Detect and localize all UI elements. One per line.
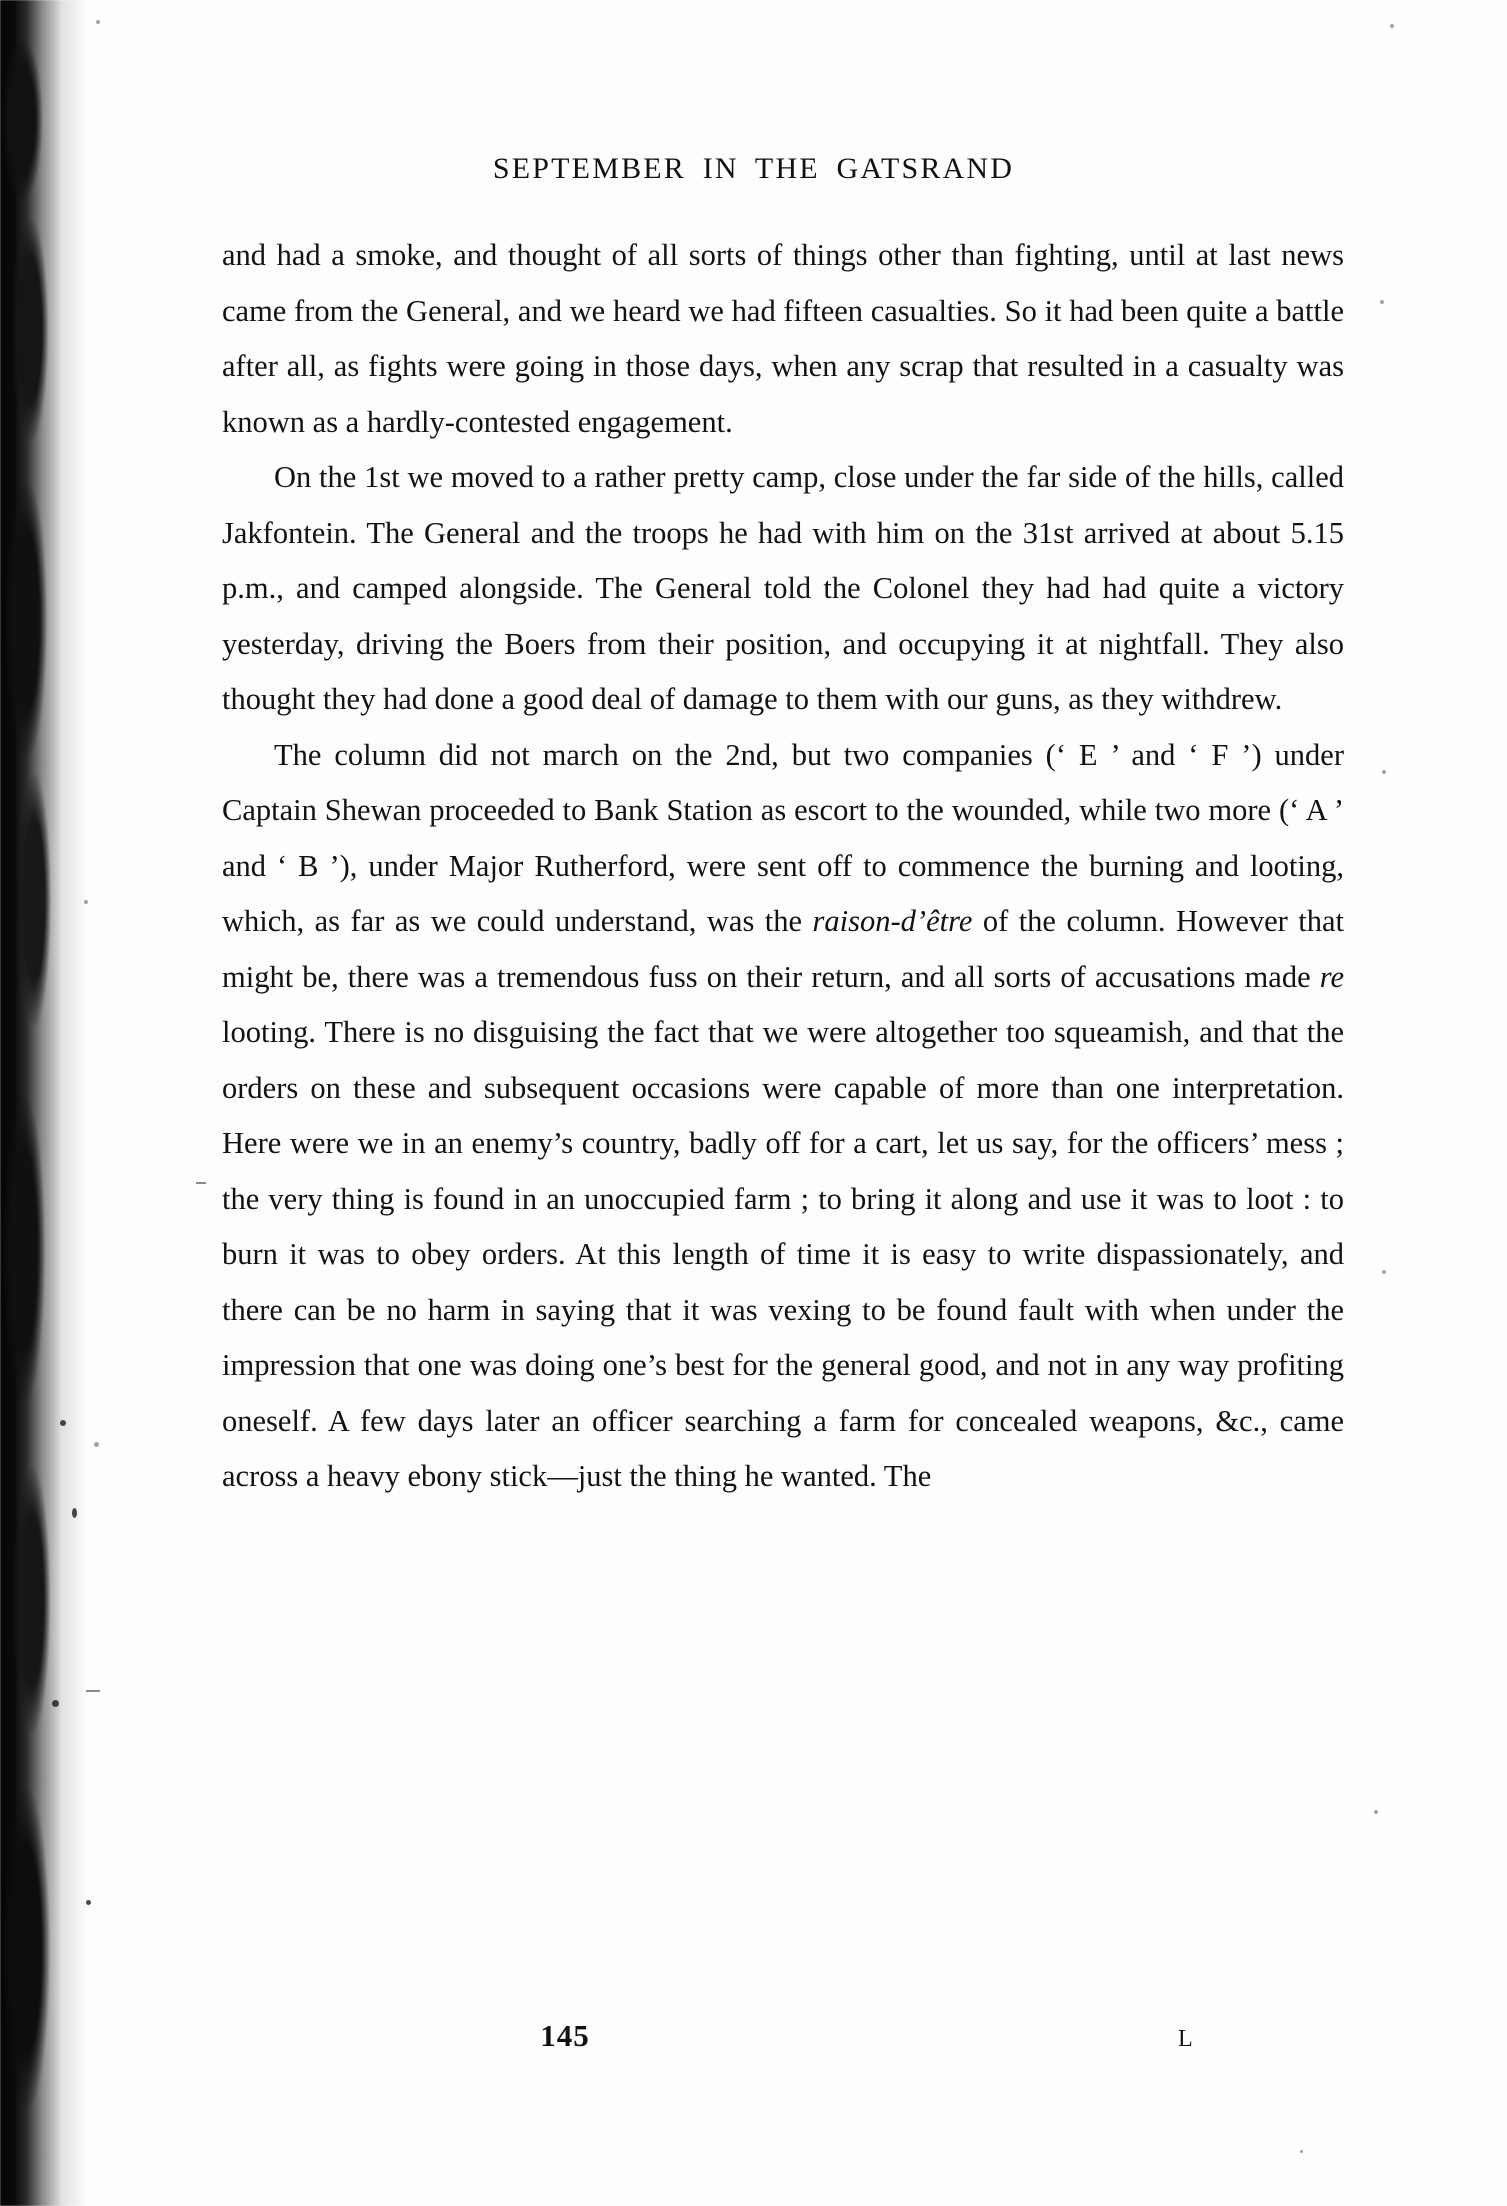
paragraph-3 [222, 728, 1344, 1505]
italic-phrase-raison-detre: raison-d’être [812, 904, 973, 938]
signature-mark: L [1178, 2026, 1194, 2052]
paragraph-1: and had a smoke, and thought of all sorts of things other than fighting, until at last news came from the General, and we heard we had fifteen casualties. So it had been quite a battle after all, as fights were going in those days, when any scrap that resulted in a casualty was known as a hardly-contested engagement. [222, 238, 1344, 439]
running-head: SEPTEMBER IN THE GATSRAND [492, 152, 1015, 185]
body-text-block [222, 228, 1344, 1505]
paragraph-3-segment-3: looting. There is no disguising the fact that we were altogether too squeamish, and that the orders on these and subsequent occasions were capable of more than one interpretation. Here were we in an enemy’s country, badly off for a cart, let us say, for the officers’ mess ; the very thing is found in an unoccupied farm ; to bring it along and use it was to loot : to burn it was to obey orders. At this length of time it is easy to write dispassionately, and there can be no harm in saying that it was vexing to be found fault with when under the impression that one was doing one’s best for the general good, and not in any way profiting oneself. A few days later an officer searching a farm for concealed weapons, &c., came across a heavy ebony stick—just the thing he wanted. The [222, 1015, 1344, 1493]
paragraph-3-segment-1: The column did not march on the 2nd, but two companies (‘ E ’ and ‘ F ’) under Captain Shewan proceeded to Bank Station as escort to the wounded, while two more (‘ A ’ and ‘ B ’), under Major Rutherford, were sent off to commence the burning and looting, which, as far as we could understand, was the [222, 737, 1344, 938]
italic-word-re: re [1319, 959, 1344, 994]
page-number: 145 [540, 2018, 590, 2053]
paragraph-3-segment-2: of the column. However that might be, there was a tremendous fuss on their return, and all sorts of accusations made [222, 904, 1345, 994]
paragraph-2: On the 1st we moved to a rather pretty camp, close under the far side of the hills, called Jakfontein. The General and the troops he had with him on the 31st arrived at about 5.15 p.m., and camped alongside. The General told the Colonel they had had quite a victory yesterday, driving the Boers from their position, and occupying it at nightfall. They also thought they had done a good deal of damage to them with our guns, as they withdrew. [222, 460, 1344, 716]
